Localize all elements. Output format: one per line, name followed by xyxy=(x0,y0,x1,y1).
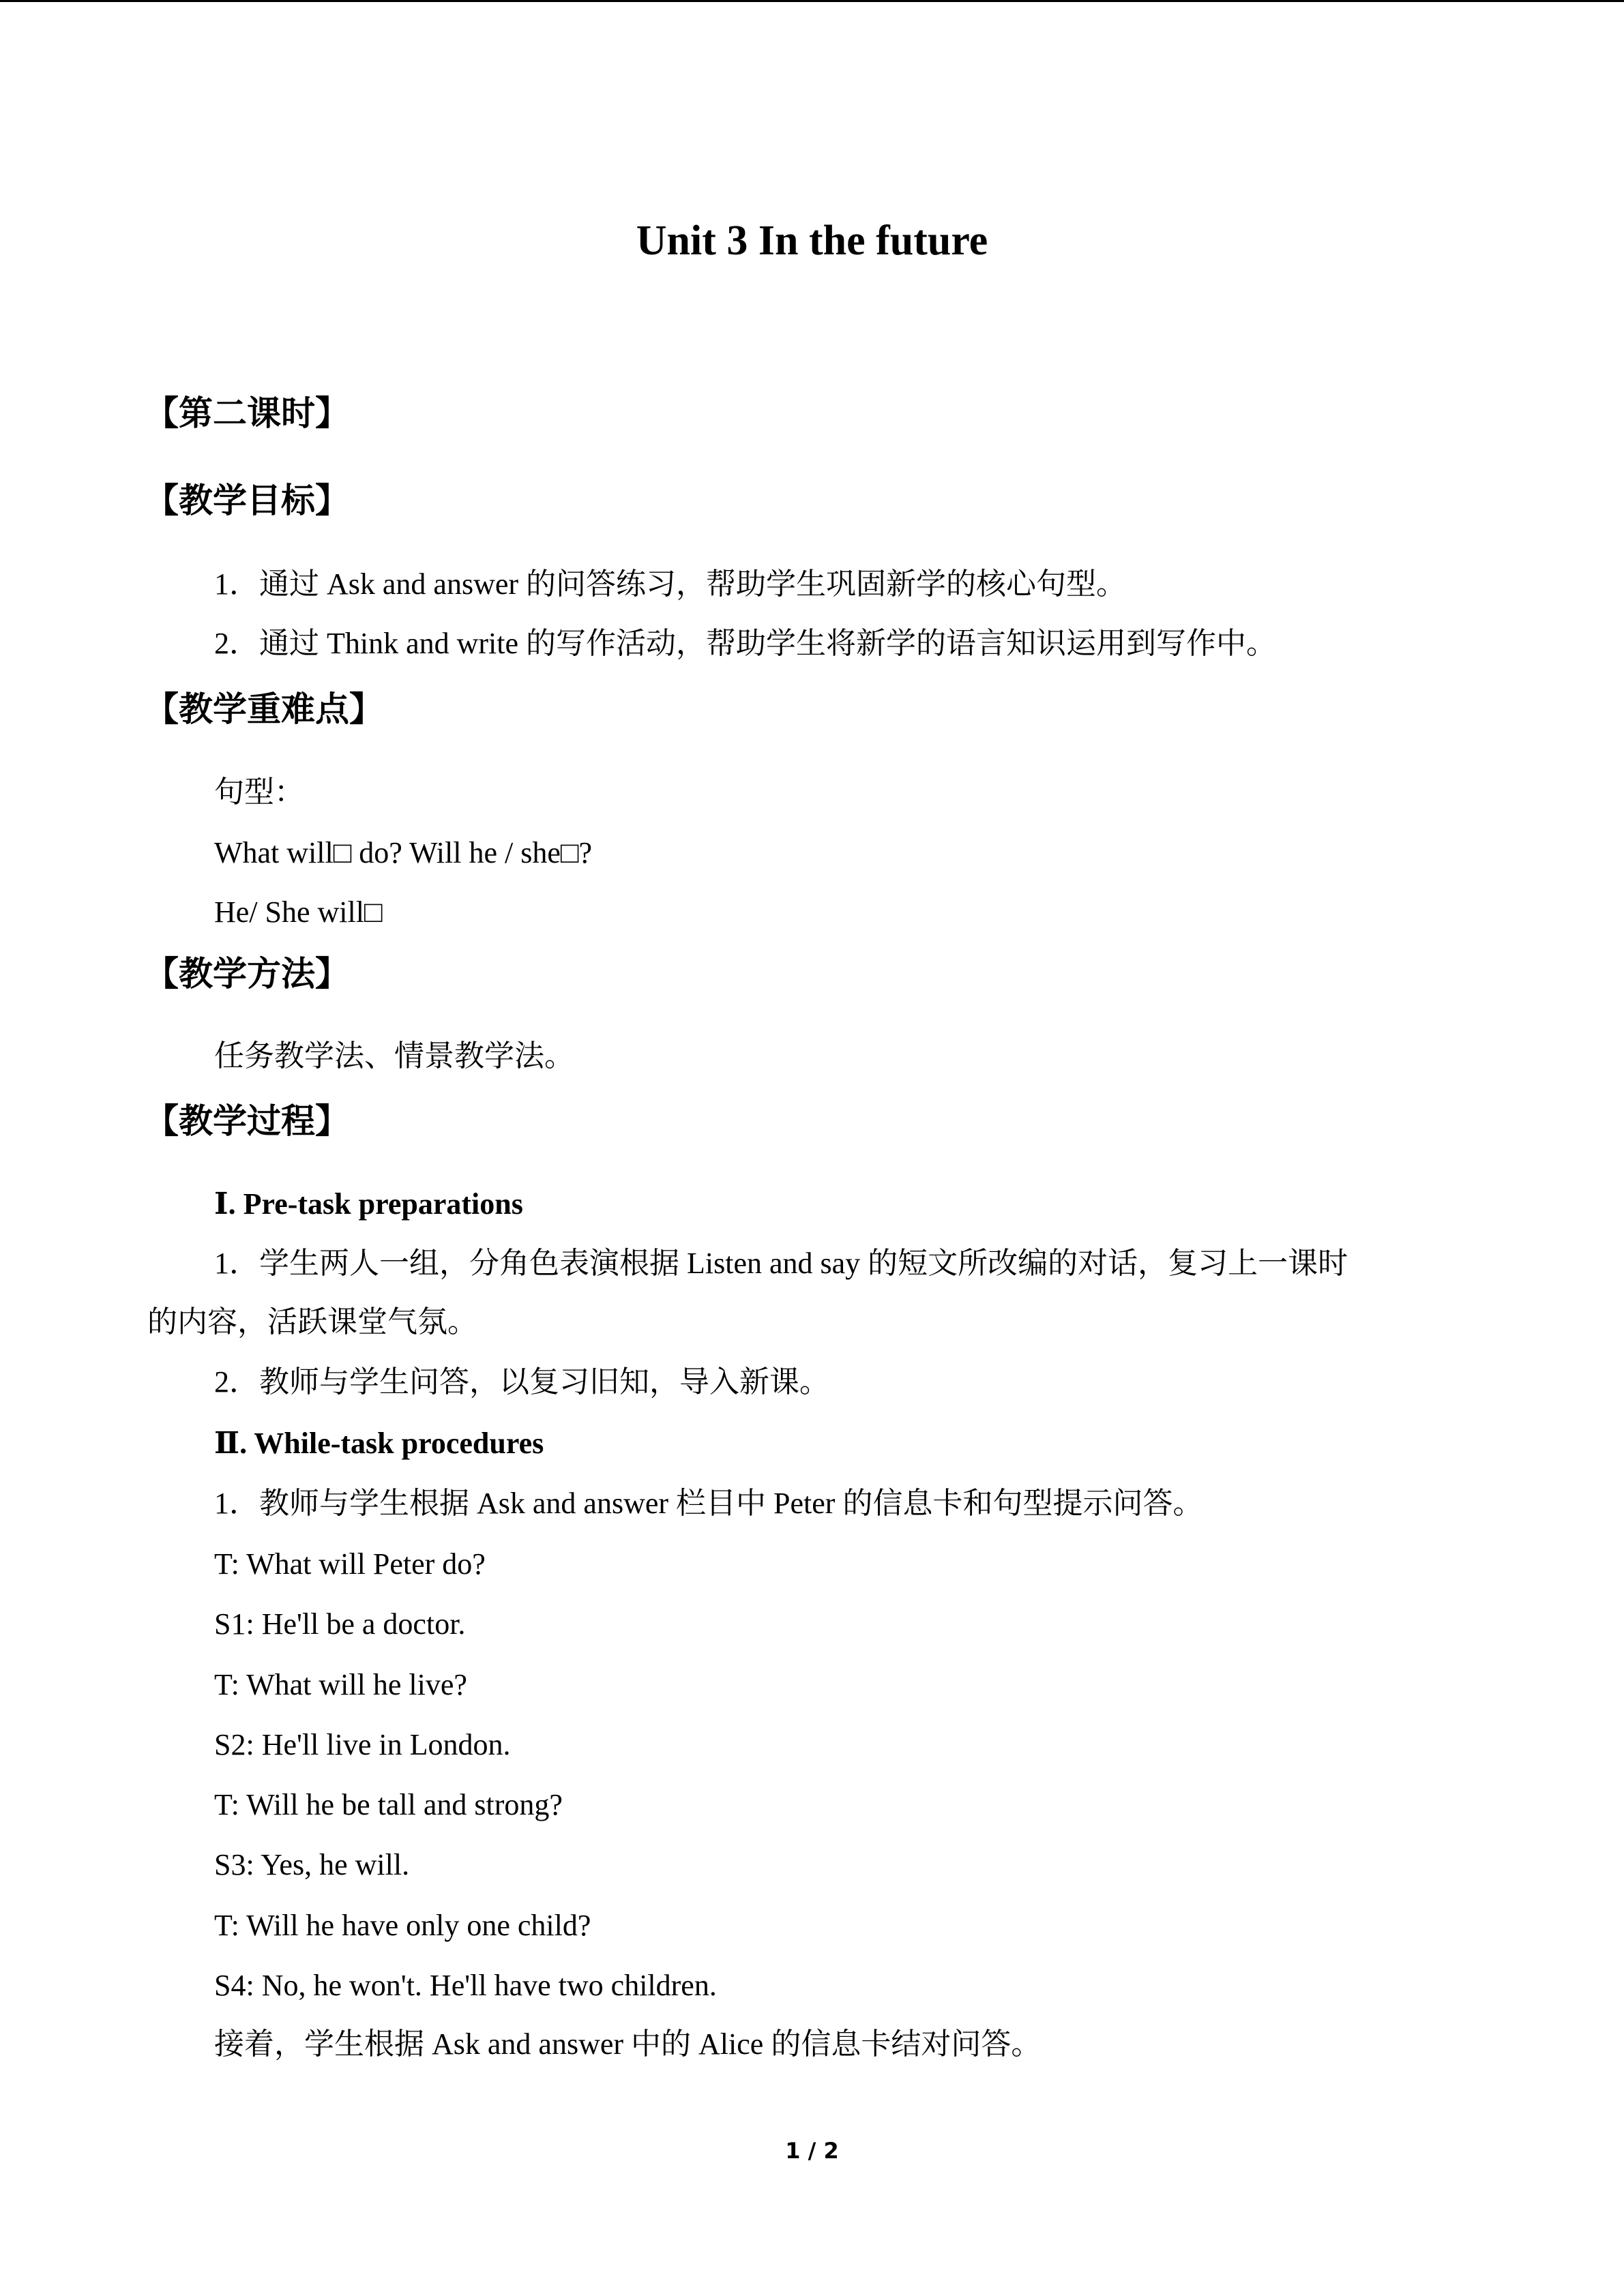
dialogue-line: S4: No, he won't. He'll have two children. xyxy=(214,1969,717,2002)
dialogue-line: T: What will he live? xyxy=(214,1668,467,1701)
heading-objectives: 【教学目标】 xyxy=(145,481,349,520)
key-points-label: 句型： xyxy=(214,775,304,809)
objective-item-1: 1．通过 Ask and answer 的问答练习，帮助学生巩固新学的核心句型。 xyxy=(214,567,1127,601)
page-number: 1 / 2 xyxy=(785,2138,839,2164)
dialogue-line: S3: Yes, he will. xyxy=(214,1848,410,1881)
pre-task-item-2: 2．教师与学生问答，以复习旧知，导入新课。 xyxy=(214,1365,829,1399)
while-task-followup: 接着，学生根据 Ask and answer 中的 Alice 的信息卡结对问答。 xyxy=(214,2027,1042,2061)
while-task-item-1: 1．教师与学生根据 Ask and answer 栏目中 Peter 的信息卡和句型提示问答。 xyxy=(214,1487,1203,1520)
key-points-pattern-2: He/ She will□ xyxy=(214,895,383,929)
while-task-heading: Ⅱ. While-task procedures xyxy=(214,1427,544,1460)
heading-key-points: 【教学重难点】 xyxy=(145,689,383,729)
heading-process: 【教学过程】 xyxy=(145,1101,349,1141)
methods-text: 任务教学法、情景教学法。 xyxy=(214,1039,574,1073)
heading-lesson: 【第二课时】 xyxy=(145,393,349,433)
heading-methods: 【教学方法】 xyxy=(145,954,349,994)
dialogue-line: S1: He'll be a doctor. xyxy=(214,1607,466,1641)
pre-task-item-1-line-1: 1．学生两人一组，分角色表演根据 Listen and say 的短文所改编的对话，复习上一课时 xyxy=(214,1247,1348,1280)
key-points-pattern-1: What will□ do? Will he / she□? xyxy=(214,836,592,869)
objective-item-2: 2．通过 Think and write 的写作活动，帮助学生将新学的语言知识运用到写作中。 xyxy=(214,627,1277,660)
document-title: Unit 3 In the future xyxy=(636,218,988,264)
dialogue-line: S2: He'll live in London. xyxy=(214,1728,511,1761)
pre-task-item-1-line-2: 的内容，活跃课堂气氛。 xyxy=(147,1305,477,1339)
pre-task-heading: Ⅰ. Pre-task preparations xyxy=(214,1187,523,1221)
dialogue-line: T: Will he have only one child? xyxy=(214,1909,591,1942)
dialogue-line: T: What will Peter do? xyxy=(214,1547,486,1581)
dialogue-line: T: Will he be tall and strong? xyxy=(214,1788,563,1821)
